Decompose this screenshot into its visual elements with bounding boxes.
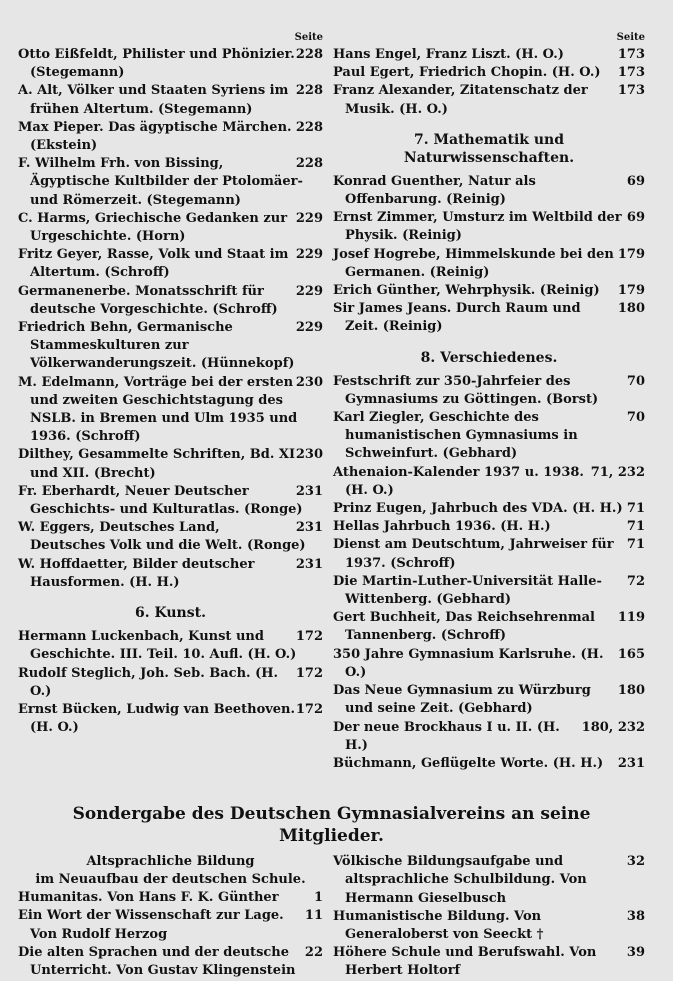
page-column-label: Seite [294, 32, 323, 43]
toc-entry-page: 71 [626, 519, 645, 535]
toc-entry-page: 229 [295, 247, 323, 263]
toc-entry [333, 755, 645, 773]
toc-entry [333, 719, 645, 755]
toc-entry-text: C. Harms, Griechische Gedanken zur Urgeschichte. (Horn) [18, 210, 288, 245]
toc-entry [333, 464, 645, 500]
toc-entry-page: 231 [295, 556, 323, 572]
toc-entry [18, 283, 323, 319]
toc-entry [333, 46, 645, 64]
toc-entry [333, 209, 645, 245]
section-title-kunst: 6. Kunst. [135, 605, 206, 622]
toc-columns [18, 30, 645, 773]
toc-entry-page: 11 [304, 908, 323, 924]
toc-entry-text: Ernst Bücken, Ludwig van Beethoven. (H. O.) [18, 701, 296, 736]
toc-entry [333, 908, 645, 944]
toc-entry [333, 300, 645, 336]
toc-entry-text: Erich Günther, Wehrphysik. (Reinig) [333, 283, 600, 299]
toc-entry [18, 46, 323, 82]
toc-entry-page: 32 [626, 854, 645, 870]
toc-entry-page: 228 [295, 83, 323, 99]
toc-entry-page: 39 [626, 945, 645, 961]
toc-entry-text: Fritz Geyer, Rasse, Volk und Staat im Altertum. (Schroff) [18, 247, 289, 281]
toc-entry [18, 519, 323, 555]
toc-entry-page: 71 [626, 537, 645, 553]
toc-entry [333, 409, 645, 464]
toc-entry [18, 944, 323, 980]
toc-entry-text: Die Martin-Luther-Universität Halle-Wittenberg. (Gebhard) [333, 573, 602, 608]
toc-entry-text: M. Edelmann, Vorträge bei der ersten und zweiten Geschichtstagung des NSLB. in Bremen und Ulm 1935 und 1936. (Schroff) [18, 374, 298, 445]
toc-entry-text: Otto Eißfeldt, Philister und Phönizier. (Stegemann) [18, 47, 295, 81]
toc-entry-text: Gert Buchheit, Das Reichsehrenmal Tannenberg. (Schroff) [333, 610, 595, 644]
toc-entry-page: 173 [617, 65, 645, 81]
toc-entry-page: 179 [617, 283, 645, 299]
section-title-mathematik: 7. Mathematik und Naturwissenschaften. [403, 131, 575, 166]
section-title-verschiedenes: 8. Verschiedenes. [420, 349, 558, 366]
toc-entry-page: 172 [295, 665, 323, 681]
supplement-subtitle-1: Altsprachliche Bildung [86, 854, 255, 870]
toc-entry [18, 483, 323, 519]
toc-entry-text: A. Alt, Völker und Staaten Syriens im frühen Altertum. (Stegemann) [18, 83, 289, 117]
toc-entry-text: Franz Alexander, Zitatenschatz der Musik. (H. O.) [333, 83, 588, 117]
toc-entry-page: 230 [295, 374, 323, 390]
toc-entry-page: 231 [295, 483, 323, 499]
toc-entry-text: Max Pieper. Das ägyptische Märchen. (Ekstein) [18, 119, 292, 154]
supplement-left-entry-list [18, 889, 323, 980]
toc-entry [333, 282, 645, 300]
toc-entry-text: W. Eggers, Deutsches Land, Deutsches Volk und die Welt. (Ronge) [18, 520, 306, 554]
toc-entry-page: 72 [626, 573, 645, 589]
supplement-subtitle-2: im Neuaufbau der deutschen Schule. [35, 872, 306, 888]
toc-entry-page: 119 [617, 610, 645, 626]
toc-entry-text: Prinz Eugen, Jahrbuch des VDA. (H. H.) [333, 501, 623, 517]
toc-entry-text: Athenaion-Kalender 1937 u. 1938. (H. O.) [333, 464, 584, 498]
left-entry-list [18, 46, 323, 592]
mathematik-entry-list [333, 173, 645, 337]
toc-entry-text: W. Hoffdaetter, Bilder deutscher Hausformen. (H. H.) [18, 556, 255, 590]
toc-entry-page: 165 [617, 646, 645, 662]
toc-entry [18, 446, 323, 482]
toc-entry-page: 229 [295, 283, 323, 299]
toc-entry [333, 246, 645, 282]
toc-entry-text: Humanistische Bildung. Von Generaloberst von Seeckt † [333, 908, 544, 942]
toc-entry [18, 119, 323, 155]
toc-entry [333, 500, 645, 518]
toc-entry-text: Völkische Bildungsaufgabe und altsprachliche Schulbildung. Von Hermann Gieselbusch [333, 854, 587, 906]
toc-entry-page: 179 [617, 246, 645, 262]
toc-entry-text: Der neue Brockhaus I u. II. (H. H.) [333, 719, 560, 753]
toc-entry-text: Dienst am Deutschtum, Jahrweiser für 1937. (Schroff) [333, 537, 614, 571]
toc-entry [333, 82, 645, 118]
toc-entry-text: 350 Jahre Gymnasium Karlsruhe. (H. O.) [333, 646, 604, 680]
toc-entry-text: Paul Egert, Friedrich Chopin. (H. O.) [333, 65, 601, 81]
toc-entry [333, 853, 645, 908]
toc-entry-page: 180 [617, 683, 645, 699]
supplement-right-entry-list [333, 853, 645, 980]
toc-entry-page: 228 [295, 119, 323, 135]
toc-entry-page: 180, 232 [581, 719, 645, 735]
toc-entry [18, 155, 323, 210]
toc-entry-page: 22 [304, 944, 323, 960]
toc-entry [18, 374, 323, 447]
supplement-title: Sondergabe des Deutschen Gymnasialvereins an seine Mitglieder. [72, 804, 591, 847]
toc-entry-page: 230 [295, 447, 323, 463]
toc-entry [333, 518, 645, 536]
toc-entry [18, 665, 323, 701]
toc-entry-text: Die alten Sprachen und der deutsche Unterricht. Von Gustav Klingenstein [18, 944, 296, 978]
supplement-columns [18, 853, 645, 980]
toc-entry-page: 229 [295, 320, 323, 336]
kunst-entry-list [18, 628, 323, 737]
toc-entry-text: Fr. Eberhardt, Neuer Deutscher Geschichts- und Kulturatlas. (Ronge) [18, 483, 303, 518]
supplement-left-column [18, 853, 323, 980]
toc-entry-page: 180 [617, 301, 645, 317]
toc-entry-page: 228 [295, 47, 323, 62]
toc-entry-text: Höhere Schule und Berufswahl. Von Herbert Holtorf [333, 945, 597, 979]
verschiedenes-entry-list [333, 373, 645, 773]
right-entry-list [333, 46, 645, 119]
toc-entry-page: 172 [295, 701, 323, 717]
toc-entry-text: Ein Wort der Wissenschaft zur Lage. Von Rudolf Herzog [18, 908, 284, 942]
toc-entry [18, 889, 323, 907]
toc-entry [333, 536, 645, 572]
toc-entry [18, 246, 323, 282]
toc-entry [333, 64, 645, 82]
toc-entry-text: Büchmann, Geflügelte Worte. (H. H.) [333, 755, 604, 771]
toc-entry-text: Das Neue Gymnasium zu Würzburg und seine Zeit. (Gebhard) [333, 683, 591, 717]
toc-entry-page: 172 [295, 629, 323, 645]
toc-entry-text: F. Wilhelm Frh. von Bissing, Ägyptische Kultbilder der Ptolomäer- und Römerzeit. (Stegemann) [18, 156, 303, 208]
toc-entry-page: 228 [295, 156, 323, 172]
toc-entry-text: Konrad Guenther, Natur als Offenbarung. (Reinig) [333, 173, 536, 208]
toc-entry [333, 173, 645, 209]
toc-entry [333, 944, 645, 980]
right-column [333, 30, 645, 773]
toc-entry-text: Dilthey, Gesammelte Schriften, Bd. XI und XII. (Brecht) [18, 447, 296, 481]
toc-entry [333, 682, 645, 718]
toc-entry [333, 646, 645, 682]
toc-entry [18, 82, 323, 118]
toc-entry-page: 231 [617, 755, 645, 771]
toc-entry [333, 373, 645, 409]
toc-entry-text: Ernst Zimmer, Umsturz im Weltbild der Physik. (Reinig) [333, 210, 622, 244]
toc-entry-text: Hans Engel, Franz Liszt. (H. O.) [333, 47, 564, 62]
toc-entry-page: 1 [313, 890, 323, 906]
toc-entry-page: 173 [617, 47, 645, 62]
toc-entry-text: Germanenerbe. Monatsschrift für deutsche Vorgeschichte. (Schroff) [18, 283, 278, 317]
toc-entry [18, 628, 323, 664]
toc-entry [18, 319, 323, 374]
toc-entry [18, 556, 323, 592]
toc-entry-text: Humanitas. Von Hans F. K. Günther [18, 890, 279, 906]
toc-entry [333, 573, 645, 609]
toc-entry-page: 71 [626, 501, 645, 517]
toc-entry-page: 70 [626, 410, 645, 426]
toc-entry [333, 609, 645, 645]
toc-entry-text: Hellas Jahrbuch 1936. (H. H.) [333, 519, 551, 535]
toc-entry-text: Karl Ziegler, Geschichte des humanistischen Gymnasiums in Schweinfurt. (Gebhard) [333, 410, 578, 462]
toc-entry-text: Friedrich Behn, Germanische Stammeskulturen zur Völkerwanderungszeit. (Hünnekopf) [18, 320, 295, 372]
toc-entry-page: 38 [626, 908, 645, 924]
toc-entry-page: 69 [626, 173, 645, 189]
toc-entry-page: 231 [295, 520, 323, 536]
toc-entry-text: Hermann Luckenbach, Kunst und Geschichte. III. Teil. 10. Aufl. (H. O.) [18, 629, 297, 663]
toc-entry-text: Rudolf Steglich, Joh. Seb. Bach. (H. O.) [18, 665, 279, 699]
page-column-label: Seite [616, 32, 645, 43]
supplement-right-column [333, 853, 645, 980]
toc-entry [18, 210, 323, 246]
toc-entry-page: 70 [626, 373, 645, 389]
toc-entry-page: 173 [617, 83, 645, 99]
toc-entry [18, 701, 323, 737]
toc-entry [18, 907, 323, 943]
toc-entry-text: Sir James Jeans. Durch Raum und Zeit. (Reinig) [333, 301, 581, 335]
toc-entry-text: Festschrift zur 350-Jahrfeier des Gymnasiums zu Göttingen. (Borst) [333, 373, 599, 407]
toc-entry-page: 229 [295, 210, 323, 226]
toc-entry-text: Josef Hogrebe, Himmelskunde bei den Germanen. (Reinig) [333, 246, 614, 280]
left-column [18, 30, 323, 773]
toc-entry-page: 69 [626, 210, 645, 226]
toc-entry-page: 71, 232 [590, 464, 645, 480]
